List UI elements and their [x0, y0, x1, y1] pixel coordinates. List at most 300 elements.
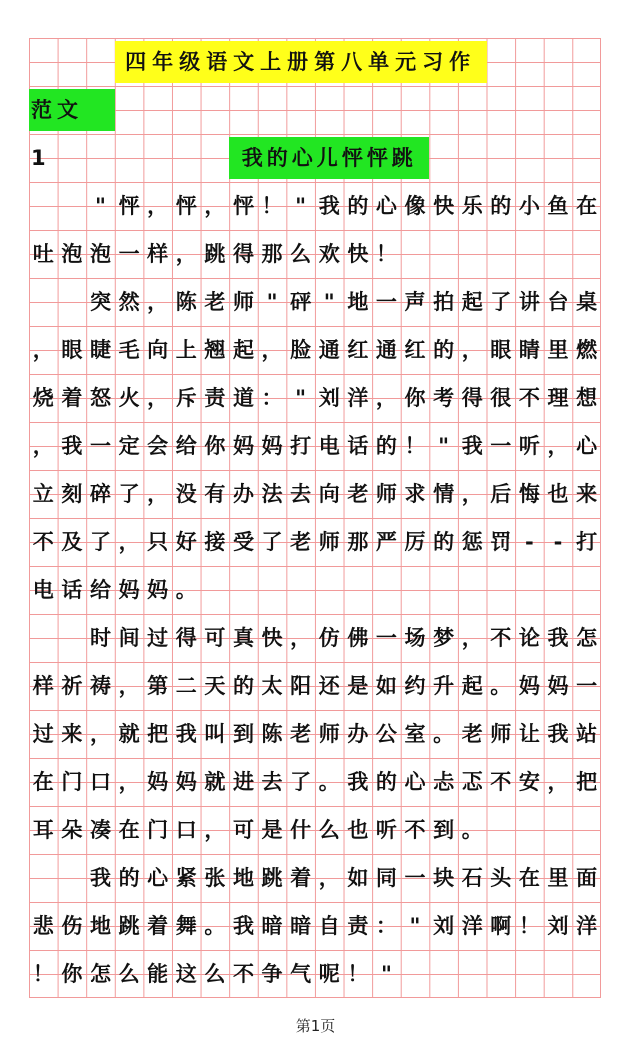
text-char: 眼 — [490, 338, 512, 362]
text-char: ： — [375, 914, 397, 938]
text-char: 老 — [290, 722, 312, 746]
text-char: 及 — [61, 530, 83, 554]
text-char: 起 — [461, 290, 483, 314]
text-char: 后 — [490, 482, 512, 506]
text-char: " — [295, 386, 307, 410]
text-line — [29, 278, 601, 326]
text-char: 让 — [518, 722, 540, 746]
text-char: 。 — [175, 578, 197, 602]
text-char: 什 — [290, 818, 312, 842]
text-char: 二 — [175, 674, 197, 698]
text-char: 陈 — [175, 290, 197, 314]
text-char: 就 — [204, 770, 226, 794]
text-char: 老 — [461, 722, 483, 746]
text-char: 到 — [232, 722, 254, 746]
text-char: ！ — [261, 194, 283, 218]
text-char: 一 — [404, 866, 426, 890]
text-char: " — [266, 290, 278, 314]
text-char: 立 — [32, 482, 54, 506]
text-char: 通 — [375, 338, 397, 362]
text-char: 法 — [261, 482, 283, 506]
text-char: 场 — [404, 626, 426, 650]
text-char: 跳 — [261, 866, 283, 890]
text-char: 向 — [147, 338, 169, 362]
text-char: 罚 — [490, 530, 512, 554]
text-char: 接 — [204, 530, 226, 554]
text-char: 一 — [118, 242, 140, 266]
text-char: 想 — [576, 386, 598, 410]
text-char: ， — [32, 434, 54, 458]
text-char: 么 — [318, 818, 340, 842]
text-char: 也 — [547, 482, 569, 506]
text-char: 一 — [375, 626, 397, 650]
text-char: 约 — [404, 674, 426, 698]
text-char: 电 — [318, 434, 340, 458]
text-char: 突 — [89, 290, 111, 314]
text-char: 怦 — [232, 194, 254, 218]
text-char: 。 — [461, 818, 483, 842]
text-char: 那 — [347, 530, 369, 554]
text-char: 受 — [232, 530, 254, 554]
text-char: 祈 — [61, 674, 83, 698]
text-char: 然 — [118, 290, 140, 314]
text-char: 老 — [204, 290, 226, 314]
text-char: 是 — [261, 818, 283, 842]
text-char: 像 — [404, 194, 426, 218]
text-char: 刘 — [433, 914, 455, 938]
text-line — [29, 950, 601, 998]
text-char: 妈 — [261, 434, 283, 458]
text-char: 起 — [232, 338, 254, 362]
text-char: 惩 — [461, 530, 483, 554]
text-char: 听 — [375, 818, 397, 842]
text-char: 话 — [61, 578, 83, 602]
text-char: 跳 — [204, 242, 226, 266]
text-char: 忐 — [433, 770, 455, 794]
text-char: 得 — [175, 626, 197, 650]
text-char: 燃 — [576, 338, 598, 362]
text-char: 。 — [318, 770, 340, 794]
text-char: 翘 — [204, 338, 226, 362]
text-char: 一 — [576, 674, 598, 698]
text-char: 。 — [204, 914, 226, 938]
text-char: 这 — [175, 962, 197, 986]
text-char: 泡 — [61, 242, 83, 266]
text-char: 阳 — [290, 674, 312, 698]
text-char: 着 — [61, 386, 83, 410]
text-char: 责 — [347, 914, 369, 938]
text-char: 门 — [61, 770, 83, 794]
text-char: 头 — [490, 866, 512, 890]
text-char: 小 — [518, 194, 540, 218]
text-char: 在 — [518, 866, 540, 890]
text-char: 毛 — [118, 338, 140, 362]
text-char: 的 — [375, 770, 397, 794]
text-char: 心 — [404, 770, 426, 794]
text-char: 不 — [490, 770, 512, 794]
text-char: 洋 — [461, 914, 483, 938]
text-char: ， — [461, 338, 483, 362]
text-char: 面 — [576, 866, 598, 890]
text-char: 我 — [318, 194, 340, 218]
text-char: 一 — [89, 434, 111, 458]
text-char: 地 — [89, 914, 111, 938]
text-char: 碎 — [89, 482, 111, 506]
text-char: 得 — [232, 242, 254, 266]
text-char: 来 — [576, 482, 598, 506]
text-char: 凑 — [89, 818, 111, 842]
text-char: 石 — [461, 866, 483, 890]
text-char: 求 — [404, 482, 426, 506]
text-char: 里 — [547, 338, 569, 362]
text-char: 自 — [318, 914, 340, 938]
text-char: 块 — [433, 866, 455, 890]
text-char: ， — [118, 770, 140, 794]
text-char: 仿 — [318, 626, 340, 650]
text-char: 的 — [433, 530, 455, 554]
grid-paper — [29, 38, 601, 998]
text-char: 声 — [404, 290, 426, 314]
text-char: 办 — [347, 722, 369, 746]
text-line — [29, 758, 601, 806]
text-char: 跳 — [118, 914, 140, 938]
text-char: 得 — [461, 386, 483, 410]
text-char: 妈 — [232, 434, 254, 458]
text-char: 在 — [32, 770, 54, 794]
text-char: 把 — [147, 722, 169, 746]
text-char: 妈 — [147, 770, 169, 794]
text-char: 陈 — [261, 722, 283, 746]
text-char: 妈 — [547, 674, 569, 698]
text-char: 了 — [118, 482, 140, 506]
text-line — [29, 614, 601, 662]
text-char: 上 — [175, 338, 197, 362]
text-char: 张 — [204, 866, 226, 890]
text-line — [29, 710, 601, 758]
text-line — [29, 806, 601, 854]
text-char: 么 — [204, 962, 226, 986]
text-char: 刘 — [547, 914, 569, 938]
text-char: 伤 — [61, 914, 83, 938]
text-char: 怎 — [576, 626, 598, 650]
text-char: ， — [204, 818, 226, 842]
text-char: 第 — [147, 674, 169, 698]
text-char: 严 — [375, 530, 397, 554]
text-char: 拍 — [433, 290, 455, 314]
text-char: 间 — [118, 626, 140, 650]
text-char: ！ — [404, 434, 426, 458]
text-char: ， — [32, 338, 54, 362]
text-char: 道 — [232, 386, 254, 410]
text-char: " — [409, 914, 421, 938]
text-char: 红 — [347, 338, 369, 362]
text-char: 啊 — [490, 914, 512, 938]
text-char: 口 — [89, 770, 111, 794]
text-char: 刻 — [61, 482, 83, 506]
text-char: 我 — [547, 626, 569, 650]
text-char: 睫 — [89, 338, 111, 362]
text-char: 同 — [375, 866, 397, 890]
text-char: 师 — [318, 530, 340, 554]
text-line — [29, 422, 601, 470]
text-char: 红 — [404, 338, 426, 362]
text-char: 老 — [347, 482, 369, 506]
text-char: 洋 — [347, 386, 369, 410]
text-char: 不 — [404, 818, 426, 842]
text-line — [29, 854, 601, 902]
text-char: 我 — [61, 434, 83, 458]
text-char: 来 — [61, 722, 83, 746]
text-char: 办 — [232, 482, 254, 506]
text-char: ， — [175, 242, 197, 266]
text-char: ， — [547, 434, 569, 458]
text-char: 着 — [290, 866, 312, 890]
text-char: 过 — [32, 722, 54, 746]
text-char: 定 — [118, 434, 140, 458]
text-char: 暗 — [261, 914, 283, 938]
text-char: 气 — [290, 962, 312, 986]
text-char: 欢 — [318, 242, 340, 266]
text-char: 给 — [175, 434, 197, 458]
text-char: 争 — [261, 962, 283, 986]
text-char: 不 — [490, 626, 512, 650]
text-char: 口 — [175, 818, 197, 842]
text-char: 去 — [261, 770, 283, 794]
text-char: 里 — [547, 866, 569, 890]
text-char: 台 — [547, 290, 569, 314]
text-char: 我 — [232, 914, 254, 938]
text-char: ！ — [347, 962, 369, 986]
text-char: 那 — [261, 242, 283, 266]
text-char: 火 — [118, 386, 140, 410]
text-char: 舞 — [175, 914, 197, 938]
text-char: 你 — [404, 386, 426, 410]
text-char: 听 — [518, 434, 540, 458]
section-label-text: 范文 1 — [31, 98, 83, 170]
text-char: 有 — [204, 482, 226, 506]
text-char: 了 — [490, 290, 512, 314]
text-char: - — [553, 530, 563, 554]
text-char: 把 — [576, 770, 598, 794]
text-char: 不 — [32, 530, 54, 554]
text-char: " — [295, 194, 307, 218]
text-char: 的 — [433, 338, 455, 362]
text-char: 在 — [118, 818, 140, 842]
text-char: 地 — [347, 290, 369, 314]
text-line — [29, 230, 601, 278]
text-char: " — [95, 194, 106, 218]
text-char: 妈 — [118, 578, 140, 602]
text-char: 好 — [175, 530, 197, 554]
text-char: 耳 — [32, 818, 54, 842]
text-char: 快 — [347, 242, 369, 266]
text-char: 责 — [204, 386, 226, 410]
text-char: 怦 — [175, 194, 197, 218]
text-char: - — [525, 530, 534, 554]
text-char: ， — [147, 194, 169, 218]
text-char: " — [323, 290, 335, 314]
text-line — [29, 374, 601, 422]
text-char: 去 — [290, 482, 312, 506]
text-char: 悲 — [32, 914, 54, 938]
text-char: 打 — [576, 530, 598, 554]
text-char: 能 — [147, 962, 169, 986]
text-char: 叫 — [204, 722, 226, 746]
text-char: 眼 — [61, 338, 83, 362]
text-char: 真 — [232, 626, 254, 650]
text-char: 吐 — [32, 242, 54, 266]
text-char: ， — [204, 194, 226, 218]
text-char: 到 — [433, 818, 455, 842]
text-line — [29, 470, 601, 518]
text-char: 着 — [147, 914, 169, 938]
text-char: 太 — [261, 674, 283, 698]
text-char: 电 — [32, 578, 54, 602]
text-char: 了 — [261, 530, 283, 554]
text-char: 也 — [347, 818, 369, 842]
text-char: ， — [375, 386, 397, 410]
text-char: 安 — [518, 770, 540, 794]
text-char: 我 — [89, 866, 111, 890]
text-char: 我 — [547, 722, 569, 746]
text-char: 的 — [490, 194, 512, 218]
text-char: 我 — [175, 722, 197, 746]
text-char: 升 — [433, 674, 455, 698]
text-char: 给 — [89, 578, 111, 602]
text-char: 一 — [490, 434, 512, 458]
text-char: 站 — [576, 722, 598, 746]
text-char: 向 — [318, 482, 340, 506]
text-char: 过 — [147, 626, 169, 650]
text-line — [29, 662, 601, 710]
text-char: 呢 — [318, 962, 340, 986]
text-char: 快 — [261, 626, 283, 650]
text-char: 就 — [118, 722, 140, 746]
text-char: ！ — [518, 914, 540, 938]
text-char: 我 — [347, 770, 369, 794]
text-char: 你 — [61, 962, 83, 986]
text-char: 朵 — [61, 818, 83, 842]
text-char: 妈 — [147, 578, 169, 602]
text-char: 妈 — [175, 770, 197, 794]
text-char: 一 — [375, 290, 397, 314]
text-char: 老 — [290, 530, 312, 554]
text-line — [29, 902, 601, 950]
text-line — [29, 518, 601, 566]
text-char: ， — [547, 770, 569, 794]
text-char: 很 — [490, 386, 512, 410]
text-char: 心 — [375, 194, 397, 218]
text-char: 快 — [433, 194, 455, 218]
text-line — [29, 326, 601, 374]
text-char: 妈 — [518, 674, 540, 698]
text-char: 师 — [375, 482, 397, 506]
text-char: 厉 — [404, 530, 426, 554]
text-char: 烧 — [32, 386, 54, 410]
text-char: 砰 — [290, 290, 312, 314]
text-char: 师 — [490, 722, 512, 746]
text-char: 只 — [147, 530, 169, 554]
text-char: 情 — [433, 482, 455, 506]
text-char: 还 — [318, 674, 340, 698]
text-char: 打 — [290, 434, 312, 458]
text-char: ： — [261, 386, 283, 410]
text-line — [29, 182, 601, 230]
text-char: ， — [118, 674, 140, 698]
text-char: 泡 — [89, 242, 111, 266]
document-title-text: 四年级语文上册第八单元习作 — [125, 50, 477, 74]
text-char: 佛 — [347, 626, 369, 650]
text-char: 我 — [461, 434, 483, 458]
text-char: ！ — [32, 962, 54, 986]
essay-title-text: 我的心儿怦怦跳 — [241, 146, 417, 170]
text-char: 样 — [147, 242, 169, 266]
text-char: 如 — [347, 866, 369, 890]
text-char: ， — [261, 338, 283, 362]
text-char: 如 — [375, 674, 397, 698]
text-char: 在 — [576, 194, 598, 218]
text-char: ！ — [375, 242, 397, 266]
text-char: 地 — [232, 866, 254, 890]
text-char: 没 — [175, 482, 197, 506]
text-char: 不 — [518, 386, 540, 410]
text-char: 天 — [204, 674, 226, 698]
text-char: 讲 — [518, 290, 540, 314]
text-char: 通 — [318, 338, 340, 362]
essay-title — [29, 134, 601, 182]
text-char: 门 — [147, 818, 169, 842]
text-char: 的 — [118, 866, 140, 890]
text-char: 师 — [232, 290, 254, 314]
text-char: 进 — [232, 770, 254, 794]
text-char: 怦 — [118, 194, 140, 218]
text-char: ， — [147, 482, 169, 506]
text-char: 是 — [347, 674, 369, 698]
text-char: 乐 — [461, 194, 483, 218]
text-char: 洋 — [576, 914, 598, 938]
text-char: 心 — [576, 434, 598, 458]
text-char: 暗 — [290, 914, 312, 938]
text-char: 的 — [347, 194, 369, 218]
text-char: 桌 — [576, 290, 598, 314]
text-char: 你 — [204, 434, 226, 458]
text-char: 。 — [490, 674, 512, 698]
text-char: 鱼 — [547, 194, 569, 218]
text-char: 紧 — [175, 866, 197, 890]
text-char: 话 — [347, 434, 369, 458]
text-char: 祷 — [89, 674, 111, 698]
text-char: 心 — [147, 866, 169, 890]
text-char: 么 — [118, 962, 140, 986]
text-char: 的 — [232, 674, 254, 698]
text-char: 不 — [232, 962, 254, 986]
text-char: " — [438, 434, 450, 458]
text-char: 了 — [89, 530, 111, 554]
text-char: 样 — [32, 674, 54, 698]
text-char: 睛 — [518, 338, 540, 362]
text-char: ， — [461, 626, 483, 650]
text-char: 师 — [318, 722, 340, 746]
text-char: 悔 — [518, 482, 540, 506]
text-char: 怒 — [89, 386, 111, 410]
text-line — [29, 566, 601, 614]
text-char: 了 — [290, 770, 312, 794]
text-char: 会 — [147, 434, 169, 458]
text-char: 室 — [404, 722, 426, 746]
text-char: 怎 — [89, 962, 111, 986]
text-char: ， — [89, 722, 111, 746]
text-char: ， — [290, 626, 312, 650]
